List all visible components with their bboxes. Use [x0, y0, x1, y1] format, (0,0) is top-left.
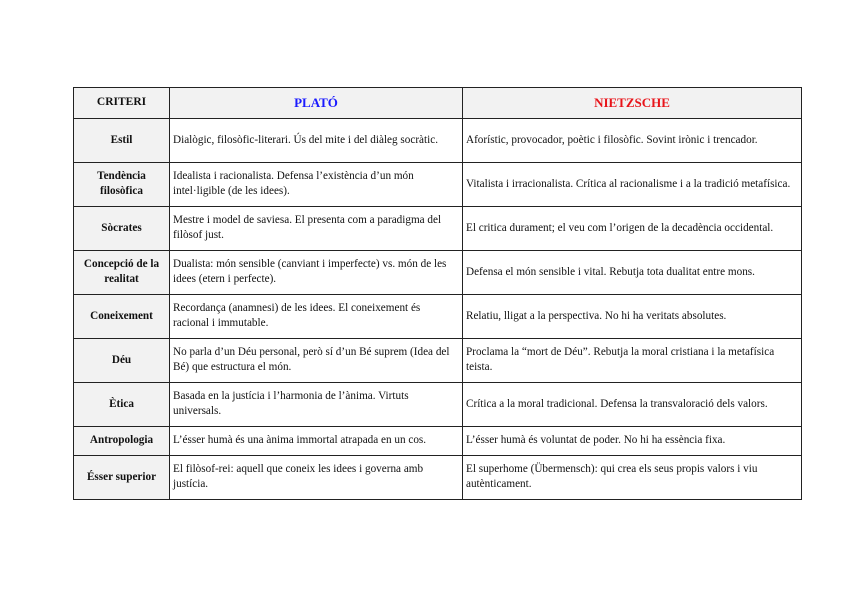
header-plato: PLATÓ [170, 88, 463, 119]
row-plato-cell: Basada en la justícia i l’harmonia de l’ànima. Virtuts universals. [170, 383, 463, 427]
row-plato-cell: El filòsof-rei: aquell que coneix les idees i governa amb justícia. [170, 456, 463, 500]
row-criterion: Estil [74, 119, 170, 163]
header-nietzsche: NIETZSCHE [463, 88, 802, 119]
row-nietzsche-cell: L’ésser humà és voluntat de poder. No hi ha essència fixa. [463, 427, 802, 456]
table-row [74, 456, 802, 500]
row-criterion: Sòcrates [74, 207, 170, 251]
row-nietzsche-cell: Relatiu, lligat a la perspectiva. No hi ha veritats absolutes. [463, 295, 802, 339]
table-row [74, 163, 802, 207]
row-plato-cell: Recordança (anamnesi) de les idees. El coneixement és racional i immutable. [170, 295, 463, 339]
row-criterion: Tendència filosòfica [74, 163, 170, 207]
table-row [74, 383, 802, 427]
row-plato-cell: L’ésser humà és una ànima immortal atrapada en un cos. [170, 427, 463, 456]
comparison-table [73, 87, 802, 500]
table-row [74, 339, 802, 383]
row-criterion: Coneixement [74, 295, 170, 339]
row-nietzsche-cell: Vitalista i irracionalista. Crítica al racionalisme i a la tradició metafísica. [463, 163, 802, 207]
table-row [74, 207, 802, 251]
row-nietzsche-cell: Crítica a la moral tradicional. Defensa la transvaloració dels valors. [463, 383, 802, 427]
row-nietzsche-cell: Defensa el món sensible i vital. Rebutja tota dualitat entre mons. [463, 251, 802, 295]
table-row [74, 295, 802, 339]
table-row [74, 427, 802, 456]
row-nietzsche-cell: Aforístic, provocador, poètic i filosòfic. Sovint irònic i trencador. [463, 119, 802, 163]
row-nietzsche-cell: Proclama la “mort de Déu”. Rebutja la moral cristiana i la metafísica teista. [463, 339, 802, 383]
table-row [74, 251, 802, 295]
row-nietzsche-cell: El critica durament; el veu com l’origen de la decadència occidental. [463, 207, 802, 251]
row-criterion: Ésser superior [74, 456, 170, 500]
row-plato-cell: Mestre i model de saviesa. El presenta com a paradigma del filòsof just. [170, 207, 463, 251]
row-criterion: Déu [74, 339, 170, 383]
header-row [74, 88, 802, 119]
row-plato-cell: Idealista i racionalista. Defensa l’existència d’un món intel·ligible (de les idees). [170, 163, 463, 207]
row-plato-cell: No parla d’un Déu personal, però sí d’un Bé suprem (Idea del Bé) que estructura el món. [170, 339, 463, 383]
table-row [74, 119, 802, 163]
row-nietzsche-cell: El superhome (Übermensch): qui crea els seus propis valors i viu autènticament. [463, 456, 802, 500]
header-criteri: CRITERI [74, 88, 170, 119]
row-plato-cell: Dualista: món sensible (canviant i imperfecte) vs. món de les idees (etern i perfecte). [170, 251, 463, 295]
row-criterion: Concepció de la realitat [74, 251, 170, 295]
row-plato-cell: Dialògic, filosòfic-literari. Ús del mite i del diàleg socràtic. [170, 119, 463, 163]
row-criterion: Ètica [74, 383, 170, 427]
row-criterion: Antropologia [74, 427, 170, 456]
